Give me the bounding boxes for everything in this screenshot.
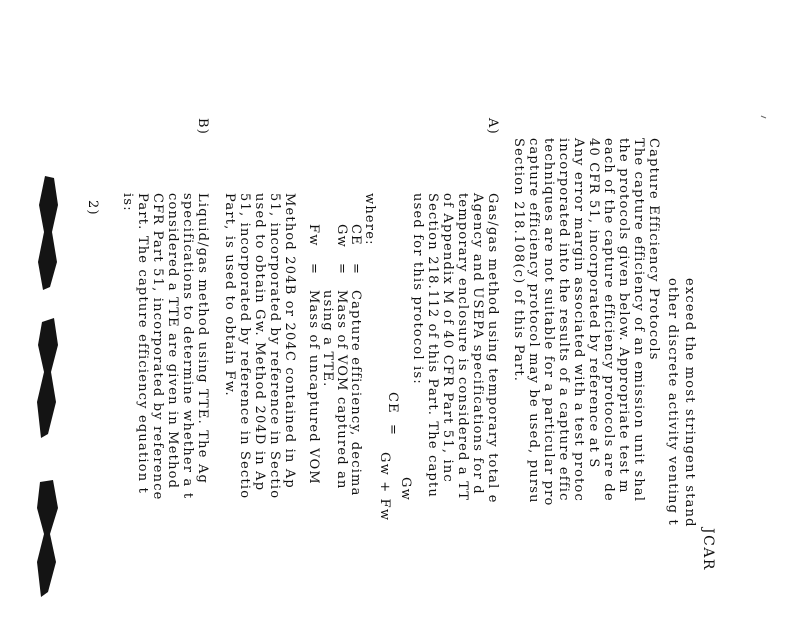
section-line: Any error margin associated with a test protoc xyxy=(571,138,586,503)
item-2-label: 2) xyxy=(85,200,100,216)
binder-hole-mark xyxy=(37,318,58,438)
definition-text: Mass of uncaptured VOM xyxy=(306,290,321,485)
section-heading: Capture Efficiency Protocols xyxy=(646,138,661,361)
binder-hole-mark xyxy=(38,176,58,290)
intro-line-2: other discrete activity venting t xyxy=(665,278,680,526)
item-a-line: temporary enclosure is considered a TT xyxy=(455,193,470,502)
definition-symbol: Gw xyxy=(334,224,349,248)
where-label: where: xyxy=(362,193,377,246)
item-b-line: CFR Part 51, incorporated by reference xyxy=(150,193,165,501)
method-line: used to obtain Gw. Method 204D in Ap xyxy=(252,193,267,492)
section-line: The capture efficiency of an emission unit shal xyxy=(631,138,646,503)
section-line: Section 218.108(c) of this Part. xyxy=(511,138,526,383)
definition-symbol: Fw xyxy=(306,224,321,247)
item-a-line: of Appendix M of 40 CFR Part 51, inc xyxy=(440,193,455,483)
definition-dash: = xyxy=(334,263,349,276)
definition-symbol: CE xyxy=(348,224,363,246)
method-line: Method 204B or 204C contained in Ap xyxy=(282,193,297,489)
item-a-line: Agency and USEPA specifications for d xyxy=(470,193,485,495)
section-line: each of the capture efficiency protocols are de xyxy=(601,138,616,502)
equation-equals: = xyxy=(385,424,400,437)
item-b-label: B) xyxy=(195,118,210,136)
stray-mark xyxy=(761,116,766,118)
equation-lhs: CE xyxy=(385,392,400,414)
equation-numerator: Gw xyxy=(398,477,413,501)
method-line: Part, is used to obtain Fw. xyxy=(222,193,237,397)
method-line: 51, incorporated by reference in Sectio xyxy=(267,193,282,500)
intro-line-1: exceed the most stringent stand xyxy=(682,278,697,528)
method-line: 51, incorporated by reference in Sectio xyxy=(237,193,252,500)
definition-dash: = xyxy=(306,263,321,276)
item-b-line: Liquid/gas method using TTE. The Ag xyxy=(195,193,210,485)
binder-hole-mark xyxy=(37,480,58,597)
section-line: 40 CFR 51, incorporated by reference at S xyxy=(586,138,601,469)
definition-dash: = xyxy=(348,263,363,276)
item-b-line: specifications to determine whether a t xyxy=(180,193,195,500)
section-line: techniques are not suitable for a particular pro xyxy=(541,138,556,507)
section-line: capture efficiency protocol may be used, pursu xyxy=(526,138,541,504)
item-b-line: is: xyxy=(120,193,135,212)
item-a-line: Gas/gas method using temporary total e xyxy=(485,193,500,504)
item-a-line: used for this protocol is: xyxy=(410,193,425,385)
doc-id: JCAR xyxy=(700,528,716,571)
item-b-line: considered a TTE are given in Method xyxy=(165,193,180,490)
section-line: incorporated into the results of a capture effic xyxy=(556,138,571,502)
equation-denominator: Gw + Fw xyxy=(377,452,392,522)
section-line: the protocols given below. Appropriate test m xyxy=(616,138,631,494)
definition-text: using a TTE. xyxy=(320,290,335,388)
item-a-line: Section 218.112 of this Part. The captu xyxy=(425,193,440,499)
item-b-line: Part. The capture efficiency equation t xyxy=(135,193,150,495)
definition-text: Capture efficiency, decima xyxy=(348,290,363,497)
item-a-label: A) xyxy=(485,118,500,135)
definition-text: Mass of VOM captured an xyxy=(334,290,349,490)
